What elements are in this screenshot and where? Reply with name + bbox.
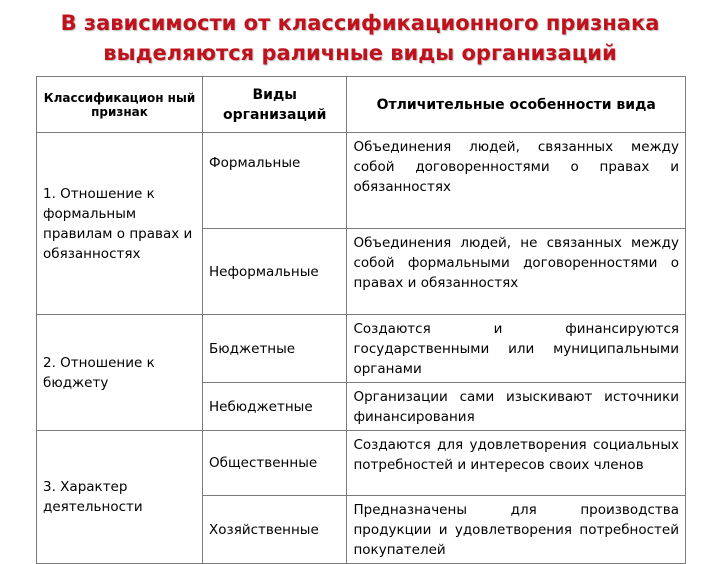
feature-cell: Объединения людей, связанных между собой договоренностями о правах и обязанностях [347,133,686,229]
kind-cell: Неформальные [203,229,347,315]
slide-title-line-1: В зависимости от классификационного признака [60,11,660,35]
feature-cell: Организации сами изыскивают источники финансирования [347,383,686,431]
header-criterion: Классификацион ный признак [37,77,203,133]
header-features: Отличительные особенности вида [347,77,686,133]
kind-cell: Небюджетные [203,383,347,431]
slide-title-line-2: выделяются раличные виды организаций [103,41,617,65]
criterion-cell: 3. Характер деятельности [37,431,203,564]
classification-table [36,76,686,564]
criterion-cell: 2. Отношение к бюджету [37,315,203,431]
table-header-row [37,77,686,133]
kind-cell: Формальные [203,133,347,229]
criterion-cell: 1. Отношение к формальным правилам о правах и обязанностях [37,133,203,315]
kind-cell: Бюджетные [203,315,347,383]
table-row [37,133,686,229]
header-kinds: Виды организаций [203,77,347,133]
feature-cell: Объединения людей, не связанных между собой формальными договоренностями о правах и обязанностях [347,229,686,315]
slide-title [0,8,720,68]
feature-cell: Создаются и финансируются государственными или муниципальными органами [347,315,686,383]
table-row [37,431,686,496]
kind-cell: Общественные [203,431,347,496]
feature-cell: Предназначены для производства продукции и удовлетворения потребностей покупателей [347,496,686,564]
kind-cell: Хозяйственные [203,496,347,564]
feature-cell: Создаются для удовлетворения социальных потребностей и интересов своих членов [347,431,686,496]
table-row [37,315,686,383]
